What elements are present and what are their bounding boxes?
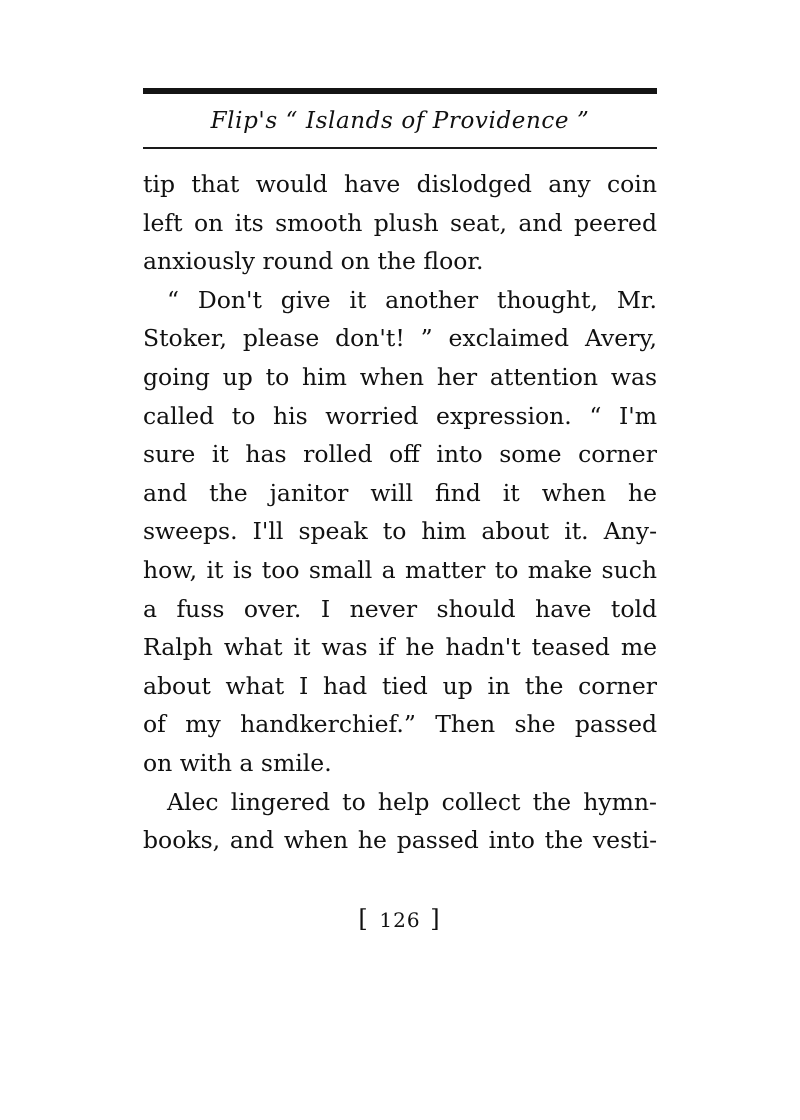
line-text: on with a smile. (143, 748, 332, 777)
paragraph (143, 165, 657, 281)
text-line: Stoker, please don't! ” exclaimed Avery, (143, 324, 658, 353)
text-line: called to his worried expression. “ I'm (143, 401, 658, 430)
text-line: “ Don't give it another thought, Mr. (167, 285, 657, 314)
text-line: Alec lingered to help collect the hymn- (167, 787, 657, 816)
paragraph (143, 281, 657, 783)
folio-open-bracket: [ (358, 905, 370, 933)
header-bottom-rule (143, 147, 657, 149)
text-line: about what I had tied up in the corner (143, 671, 657, 700)
text-line: and the janitor will find it when he (143, 478, 657, 507)
folio-close-bracket: ] (430, 905, 442, 933)
page-folio (0, 905, 800, 933)
text-line: of my handkerchief.” Then she passed (143, 710, 658, 739)
line-text: anxiously round on the floor. (143, 247, 484, 276)
text-line: books, and when he passed into the vesti- (143, 826, 658, 855)
text-line: sweeps. I'll speak to him about it. Any- (143, 517, 658, 546)
page-content (143, 88, 657, 860)
folio-number: 126 (379, 908, 421, 932)
body-text (143, 165, 657, 860)
text-line: a fuss over. I never should have told (143, 594, 658, 623)
running-head: Flip's “ Islands of Providence ” (210, 108, 590, 134)
paragraph (143, 783, 657, 860)
text-line (143, 242, 657, 281)
text-line: left on its smooth plush seat, and peered (143, 208, 658, 237)
text-line: how, it is too small a matter to make such (143, 555, 658, 584)
text-line: Ralph what it was if he hadn't teased me (143, 633, 658, 662)
page-header (143, 94, 657, 140)
text-line: going up to him when her attention was (143, 362, 658, 391)
text-line (143, 744, 657, 783)
text-line: tip that would have dislodged any coin (143, 170, 657, 198)
text-line: sure it has rolled off into some corner (143, 440, 657, 469)
